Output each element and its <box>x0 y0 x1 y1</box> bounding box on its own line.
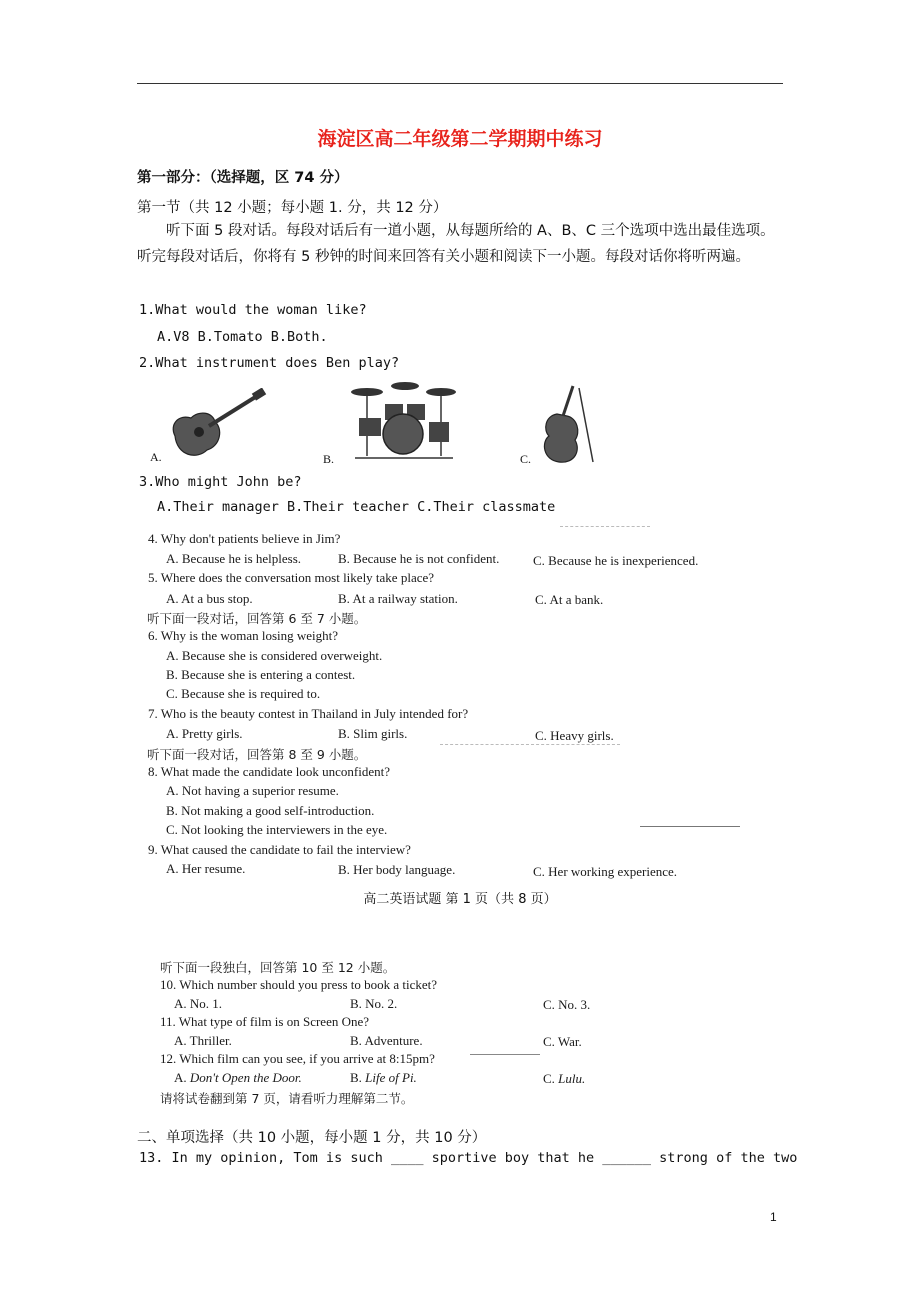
q5-stem: 5. Where does the conversation most likely take place? <box>148 570 435 585</box>
q6-stem: 6. Why is the woman losing weight? <box>148 628 339 643</box>
section1-heading: 第一节（共 12 小题；每小题 1. 分，共 12 分） <box>137 200 448 216</box>
acoustic-guitar-icon <box>165 388 270 463</box>
q10-stem: 10. Which number should you press to book a ticket? <box>160 977 438 992</box>
violin-icon <box>535 382 600 467</box>
q12-option-b: B. Life of Pi. <box>350 1070 417 1085</box>
q8-stem: 8. What made the candidate look unconfident? <box>148 764 390 779</box>
q9-stem: 9. What caused the candidate to fail the interview? <box>148 842 411 857</box>
q8-option-c: C. Not looking the interviewers in the eye. <box>166 822 388 837</box>
q11-option-b: B. Adventure. <box>350 1033 423 1048</box>
q12-option-a: A. Don't Open the Door. <box>174 1070 302 1085</box>
q9-option-a: A. Her resume. <box>166 861 246 876</box>
q2-label-c: C. <box>520 452 532 466</box>
section2-heading: 二、单项选择（共 10 小题，每小题 1 分，共 10 分） <box>137 1130 487 1146</box>
drum-kit-icon <box>345 378 460 460</box>
q3-options: A.Their manager B.Their teacher C.Their classmate <box>157 499 556 515</box>
q6-option-a: A. Because she is considered overweight. <box>166 648 383 663</box>
q1-options: A.V8 B.Tomato B.Both. <box>157 329 328 345</box>
q11-option-c: C. War. <box>543 1034 582 1049</box>
q7-stem: 7. Who is the beauty contest in Thailand in July intended for? <box>148 706 469 721</box>
q9-option-b: B. Her body language. <box>338 862 456 877</box>
q2-stem: 2.What instrument does Ben play? <box>139 355 400 371</box>
q12-option-c: C. Lulu. <box>543 1071 586 1086</box>
q4-stem: 4. Why don't patients believe in Jim? <box>148 531 341 546</box>
intro-8-9: 听下面一段对话，回答第 8 至 9 小题。 <box>147 747 367 762</box>
q2-label-b: B. <box>323 452 335 466</box>
q4-option-c: C. Because he is inexperienced. <box>533 553 699 568</box>
q8-option-b: B. Not making a good self-introduction. <box>166 803 375 818</box>
q6-option-c: C. Because she is required to. <box>166 686 321 701</box>
q3-stem: 3.Who might John be? <box>139 474 302 490</box>
q2-label-a: A. <box>150 450 162 464</box>
q11-option-a: A. Thriller. <box>174 1033 232 1048</box>
turn-page-note: 请将试卷翻到第 7 页，请看听力理解第二节。 <box>160 1091 414 1106</box>
part1-heading: 第一部分：（选择题，区 74 分） <box>137 170 349 186</box>
q6-option-b: B. Because she is entering a contest. <box>166 667 356 682</box>
q4-option-b: B. Because he is not confident. <box>338 551 500 566</box>
q7-option-b: B. Slim girls. <box>338 726 408 741</box>
q9-option-c: C. Her working experience. <box>533 864 678 879</box>
q7-option-a: A. Pretty girls. <box>166 726 243 741</box>
q5-option-c: C. At a bank. <box>535 592 604 607</box>
q4-option-a: A. Because he is helpless. <box>166 551 302 566</box>
q11-stem: 11. What type of film is on Screen One? <box>160 1014 370 1029</box>
page-title: 海淀区高二年级第二学期期中练习 <box>317 128 603 150</box>
q10-option-b: B. No. 2. <box>350 996 398 1011</box>
q7-option-c: C. Heavy girls. <box>535 728 614 743</box>
instructions: 听下面 5 段对话。每段对话后有一道小题，从每题所给的 A、B、C 三个选项中选出最佳选项。听完每段对话后，你将有 5 秒钟的时间来回答有关小题和阅读下一小题。每段对话你将听两遍。 <box>137 223 775 265</box>
exam-page-footer: 高二英语试题 第 1 页（共 8 页） <box>363 892 557 907</box>
page-number: 1 <box>770 1210 777 1224</box>
top-rule <box>137 83 783 84</box>
q12-stem: 12. Which film can you see, if you arrive at 8:15pm? <box>160 1051 435 1066</box>
q13-stem: 13. In my opinion, Tom is such ____ sportive boy that he ______ strong of the two <box>139 1150 798 1166</box>
intro-10-12: 听下面一段独白，回答第 10 至 12 小题。 <box>160 960 396 975</box>
q5-option-a: A. At a bus stop. <box>166 591 253 606</box>
q10-option-c: C. No. 3. <box>543 997 591 1012</box>
q8-option-a: A. Not having a superior resume. <box>166 783 339 798</box>
q10-option-a: A. No. 1. <box>174 996 223 1011</box>
q1-stem: 1.What would the woman like? <box>139 302 367 318</box>
intro-6-7: 听下面一段对话，回答第 6 至 7 小题。 <box>147 611 367 626</box>
q5-option-b: B. At a railway station. <box>338 591 458 606</box>
